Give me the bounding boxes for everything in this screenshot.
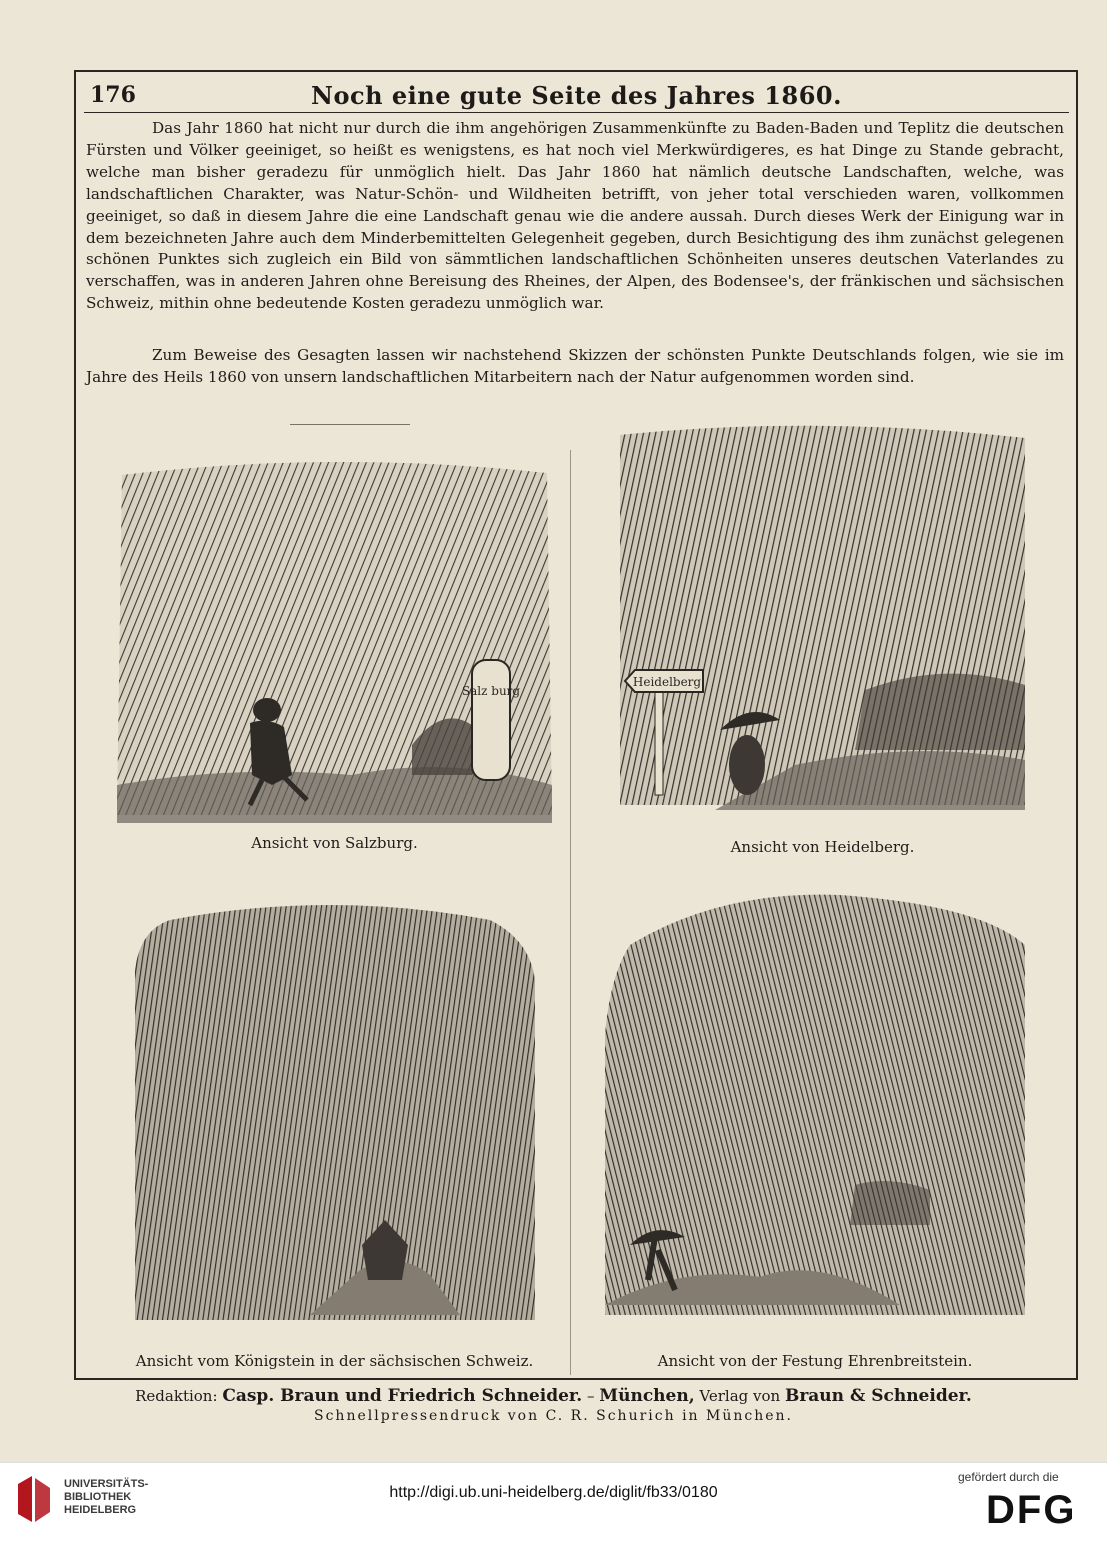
library-logo-icon — [12, 1472, 56, 1532]
heidelberg-figure — [729, 735, 765, 795]
page-number: 176 — [90, 82, 136, 108]
imprint-publisher-prefix: Verlag von — [699, 1387, 781, 1405]
imprint-line: Redaktion: Casp. Braun und Friedrich Schneider. – München, Verlag von Braun & Schneider. — [135, 1386, 972, 1406]
paragraph-intro: Das Jahr 1860 hat nicht nur durch die ihm angehörigen Zusammenkünfte zu Baden-Baden und Teplitz die deutschen Fürsten und Völker geeiniget, so heißt es wenigstens, es hat noch viel Merkwürdigeres, es hat Dinge zu Stande gebracht, welche man bisher geradezu für unmöglich hielt. Das Jahr 1860 hat nämlich deutsche Landschaften, welche, was landschaftlichen Charakter, was Natur-Schön- und Wildheiten betrifft, von jeher total verschieden waren, vollkommen geeiniget, so daß in diesem Jahre die eine Landschaft genau wie die andere aussah. Durch dieses Werk der Einigung war in dem bezeichneten Jahre auch dem Minderbemittelten Gelegenheit gegeben, durch Besichtigung des ihm zunächst gelegenen schönen Punktes sich zugleich ein Bild von sämmtlichen landschaftlichen Schönheiten unseres deutschen Vaterlandes zu verschaffen, was in anderen Jahren ohne Bereisung des Rheines, der Alpen, des Bodensee's, der fränkischen und sächsischen Schweiz, mithin ohne bedeutende Kosten geradezu unmöglich war. — [86, 119, 1064, 313]
imprint-publisher: Braun & Schneider. — [784, 1386, 972, 1406]
illustration-salzburg — [112, 455, 557, 830]
paragraph-proof: Zum Beweise des Gesagten lassen wir nachstehend Skizzen der schönsten Punkte Deutschlands folgen, wie sie im Jahre des Heils 1860 von unsern landschaftlichen Mitarbeitern nach der Natur aufgenommen worden sind. — [86, 346, 1064, 386]
archive-bar — [0, 1462, 1107, 1542]
section-divider — [290, 424, 410, 425]
caption-salzburg: Ansicht von Salzburg. — [251, 834, 418, 852]
source-url-link[interactable]: http://digi.ub.uni-heidelberg.de/diglit/fb33/0180 — [389, 1484, 718, 1501]
ehrenbreitstein-fortress — [850, 1181, 930, 1225]
caption-heidelberg: Ansicht von Heidelberg. — [730, 838, 915, 856]
page-title: Noch eine gute Seite des Jahres 1860. — [311, 81, 842, 110]
library-name: UNIVERSITÄTS- BIBLIOTHEK HEIDELBERG — [64, 1478, 149, 1516]
column-divider — [570, 450, 571, 1375]
heidelberg-sign-text: Heidelberg — [632, 675, 702, 689]
caption-ehrenbreitstein: Ansicht von der Festung Ehrenbreitstein. — [657, 1352, 973, 1370]
printer-line: Schnellpressendruck von C. R. Schurich in München. — [314, 1408, 793, 1424]
illustration-koenigstein — [130, 900, 540, 1325]
imprint-city: München, — [599, 1386, 695, 1406]
salzburg-milestone — [472, 660, 510, 780]
illustration-heidelberg — [615, 420, 1030, 815]
illustration-ehrenbreitstein — [600, 885, 1030, 1325]
funded-by-text: gefördert durch die — [958, 1470, 1059, 1484]
salzburg-sign-text: Salz burg — [461, 684, 521, 698]
page-header — [84, 78, 1069, 113]
dfg-logo: DFG — [986, 1488, 1077, 1532]
imprint-editors: Casp. Braun und Friedrich Schneider. — [222, 1386, 583, 1406]
caption-koenigstein: Ansicht vom Königstein in der sächsischen Schweiz. — [135, 1352, 534, 1370]
imprint-redaktion-label: Redaktion: — [135, 1387, 218, 1405]
